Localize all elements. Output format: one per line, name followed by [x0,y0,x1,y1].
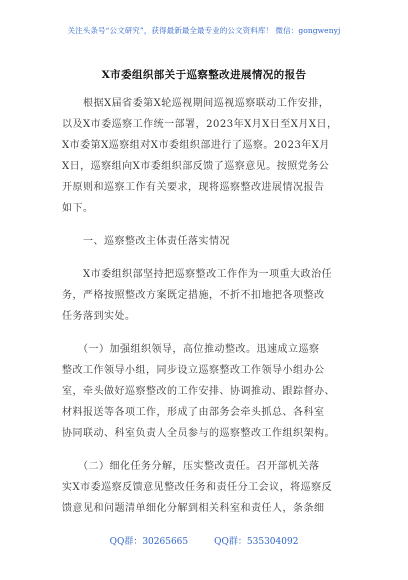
text-line: 务，严格按照整改方案既定措施，不折不扣地把各项整改 [62,290,325,301]
text-line: （二）细化任务分解，压实整改责任。召开部机关落 [62,461,320,472]
paragraph-gap [62,444,342,456]
paragraph [62,231,342,252]
document-body [62,93,342,519]
text-line: X市委第X巡察组对X市委组织部进行了巡察。2023年X月 [62,140,330,151]
text-line: 材料报送等各项工作，形成了由部务会牵头抓总、各科室 [62,407,325,418]
document-title: X市委组织部关于巡察整改进展情况的报告 [101,69,307,81]
text-line: 根据X届省委第X轮巡视期间巡视巡察联动工作安排， [62,98,330,109]
text-line: 任务落到实处。 [62,311,136,322]
text-line: 整改工作领导小组，同步设立巡察整改工作领导小组办公 [62,365,325,376]
text-line: X市委组织部坚持把巡察整改工作作为一项重大政治任 [62,269,333,280]
text-line: 馈意见和问题清单细化分解到相关科室和责任人，条条细 [62,503,325,514]
paragraph-gap [62,219,342,231]
paragraph [62,93,342,219]
paragraph [62,456,342,519]
qq-group-1: QQ群：30265665 [109,537,189,547]
qq-group-2: QQ群：535304092 [214,537,299,547]
text-line: 以及X市委巡察工作统一部署，2023年X月X日至X月X日， [62,119,338,130]
text-line: 协同联动、科室负责人全员参与的巡察整改工作组织架构。 [62,428,335,439]
text-line: 实X市委巡察反馈意见整改任务和责任分工会议，将巡察反 [62,482,333,493]
text-line: 室，牵头做好巡察整改的工作安排、协调推动、跟踪督办、 [62,386,335,397]
text-line: 一、巡察整改主体责任落实情况 [62,236,230,247]
header-promo-notice: 关注头条号“公文研究”，获得最新最全最专业的公文资料库！ 微信：gongwenyj [67,26,341,35]
paragraph [62,339,342,444]
text-line: X日，巡察组向X市委组织部反馈了巡察意见。按照党务公 [62,161,330,172]
text-line: 如下。 [62,203,94,214]
text-line: 开原则和巡察工作有关要求，现将巡察整改进展情况报告 [62,182,325,193]
paragraph-gap [62,252,342,264]
footer-contacts [0,534,408,547]
paragraph [62,264,342,327]
paragraph-gap [62,327,342,339]
text-line: （一）加强组织领导，高位推动整改。迅速成立巡察 [62,344,320,355]
